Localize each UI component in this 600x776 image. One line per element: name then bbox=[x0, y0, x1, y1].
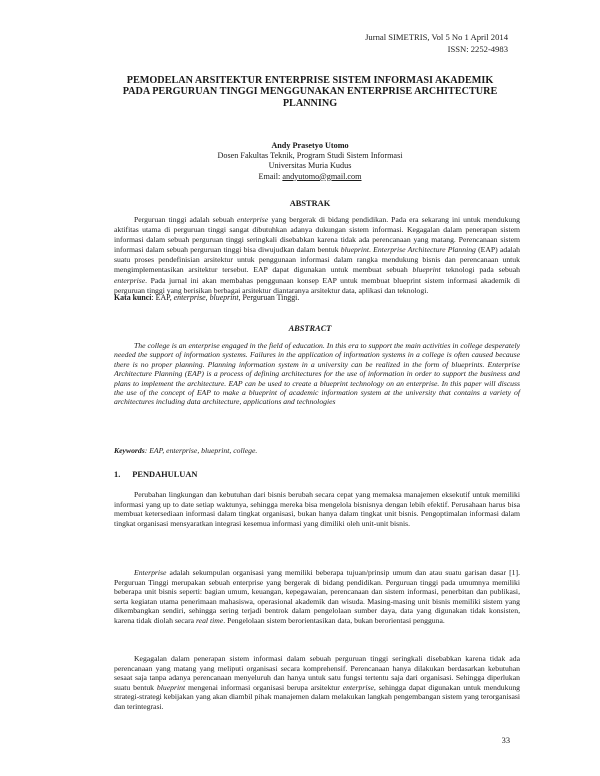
author-affiliation: Dosen Fakultas Teknik, Program Studi Sistem Informasi bbox=[217, 151, 403, 161]
journal-header bbox=[365, 32, 508, 55]
kata-kunci-label: Kata kunci bbox=[114, 293, 152, 302]
journal-issn: ISSN: 2252-4983 bbox=[447, 43, 508, 54]
body-paragraph-1: Perubahan lingkungan dan kebutuhan dari bisnis berubah secara cepat yang memaksa manajemen eksekutif untuk memiliki informasi yang up to date setiap waktunya, sehingga mereka bisa mengelola bisnisnya dengan lebih efektif. Perusahaan harus bisa membuat ketersediaan informasi dalam tingkat organisasi, bukan hanya dalam tingkat unit bisnis. Pengoptimalan informasi dalam tingkat organisasi mensyaratkan integrasi kesemua informasi yang dimiliki oleh unit-unit bisnis. bbox=[114, 490, 520, 528]
author-email-link[interactable]: andyutomo@gmail.com bbox=[282, 171, 362, 181]
body-paragraph-3: Kegagalan dalam penerapan sistem informasi dalam sebuah perguruan tinggi seringkali disebabkan karena tidak ada perencanaan yang matang yang meliputi organisasi secara komprehensif. Perencanaan hanya dilakukan berdasarkan kebutuhan sesaat saja tanpa adanya perencanaan menyeluruh dan hanya untuk satu fungsi tertentu saja dari organisasi. Sehingga diperlukan suatu bentuk blueprint mengenai informasi organisasi berupa arsitektur enterprise, sehingga dapat digunakan untuk mendukung strategi-strategi kebijakan yang akan diambil pihak manajemen dalam melakukan langkah pengembangan sistem yang terorganisasi dan terintegrasi. bbox=[114, 654, 521, 711]
section-title: PENDAHULUAN bbox=[132, 470, 198, 479]
kata-kunci: Kata kunci: EAP, enterprise, blueprint, Perguruan Tinggi. bbox=[114, 293, 300, 302]
title-line-2: PADA PERGURUAN TINGGI MENGGUNAKAN ENTERPRISE ARCHITECTURE bbox=[122, 86, 498, 98]
title-line-1: PEMODELAN ARSITEKTUR ENTERPRISE SISTEM INFORMASI AKADEMIK bbox=[126, 75, 494, 86]
author-email-line bbox=[100, 172, 520, 182]
abstrak-heading: ABSTRAK bbox=[289, 199, 331, 208]
author-name: Andy Prasetyo Utomo bbox=[271, 141, 349, 150]
abstract-text: The college is an enterprise engaged in the field of education. In this era to support the main activities in college desperately needed the support of information systems. Failures in the application of information systems in a college is often caused because there is no proper planning. Planning information system in a university can be realized in the form of blueprints. Enterprise Architecture Planning (EAP) is a process of defining architectures for the use of information in order to support the business and plans to implement the architecture. EAP can be used to create a blueprint technology on an enterprise. In this paper will discuss the use of the concept of EAP to make a blueprint of academic information system at the university that contains a variety of architectures including data architecture, applications and technologies bbox=[114, 341, 520, 407]
section-heading-pendahuluan bbox=[114, 470, 197, 479]
title-line-3: PLANNING bbox=[282, 97, 338, 109]
keywords bbox=[114, 446, 520, 455]
author-university: Universitas Muria Kudus bbox=[268, 161, 352, 171]
email-label: Email: bbox=[258, 171, 283, 181]
page-number: 33 bbox=[501, 736, 510, 745]
author-block bbox=[100, 141, 520, 182]
section-number: 1. bbox=[114, 470, 121, 479]
keywords-label: Keywords bbox=[114, 446, 145, 455]
keywords-text: : EAP, enterprise, blueprint, college. bbox=[144, 446, 258, 455]
journal-name: Jurnal SIMETRIS, Vol 5 No 1 April 2014 bbox=[365, 32, 508, 42]
paper-title bbox=[100, 75, 520, 109]
body-paragraph-2: Enterprise adalah sekumpulan organisasi yang memiliki beberapa tujuan/prinsip umum dan atau suatu garisan dasar [1]. Perguruan Tinggi merupakan sebuah enterprise yang bergerak di bidang pendidikan. Perguruan tinggi pada umumnya memiliki beberapa unit bisnis seperti: bagian umum, keuangan, kepegawaian, perencanaan dan sistem informasi, penerbitan dan publikasi, serta kegiatan utama penerimaan mahasiswa, operasional akademik dan wisuda. Masing-masing unit bisnis memiliki sistem yang dikembangkan sendiri, sehingga sering terjadi bentrok dalam pengelolaan sumber daya, data yang digunakan tidak konsisten, karena tidak diolah secara real time. Pengelolaan sistem berorientasikan data, bukan berorientasi pengguna. bbox=[114, 568, 520, 625]
abstrak-text: Perguruan tinggi adalah sebuah enterprise yang bergerak di bidang pendidikan. Pada era sekarang ini untuk mendukung aktifitas utama di perguruan tinggi sangat dibutuhkan adanya dukungan sistem informasi. Kegagalan dalam penerapan sistem informasi dalam sebuah perguruan tinggi seringkali disebabkan karena tidak ada perencanaan yang matang. Perencanaan sistem informasi dalam sebuah perguruan tinggi bisa diwujudkan dalam bentuk blueprint. Enterprise Architecture Planning (EAP) adalah suatu proses pendefinisian arsitektur untuk penggunaan informasi dalam rangka mendukung bisnis dan perencanaan untuk mengimplementasikan arsitektur tersebut. EAP dapat digunakan untuk membuat sebuah blueprint teknologi pada sebuah enterprise. Pada jurnal ini akan membahas penggunaan konsep EAP untuk membuat blueprint sistem informasi akademik di perguruan tinggi yang berisikan berbagai arsitektur diantaranya arsitektur data, aplikasi dan teknologi. bbox=[114, 215, 521, 295]
abstract-heading: ABSTRACT bbox=[288, 324, 332, 333]
